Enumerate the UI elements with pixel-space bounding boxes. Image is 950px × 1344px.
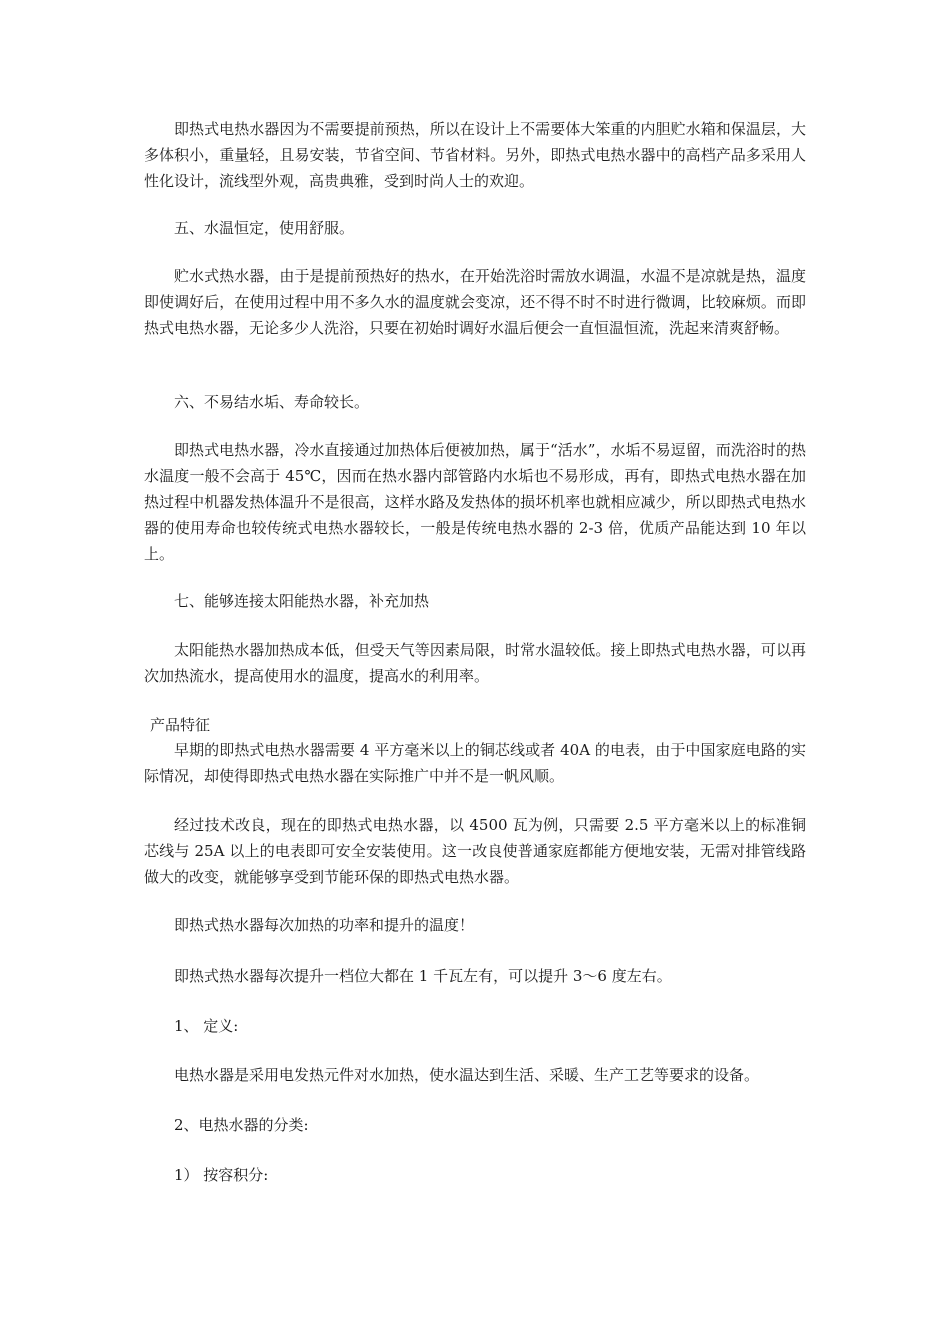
heading-section-five: 五、水温恒定，使用舒服。 xyxy=(174,219,355,237)
paragraph-solar-connection: 太阳能热水器加热成本低，但受天气等因素局限，时常水温较低。接上即热式电热水器，可以再次加热流水，提高使用水的温度，提高水的利用率。 xyxy=(144,641,806,685)
paragraph-technical-improvement: 经过技术改良，现在的即热式电热水器，以 4500 瓦为例，只需要 2.5 平方毫米以上的标准铜芯线与 25A 以上的电表即可安全安装使用。这一改良使普通家庭都能方便地安装，无需对排管线路做大的改变，就能够享受到节能环保的即热式电热水器。 xyxy=(144,816,806,886)
paragraph-definition: 电热水器是采用电发热元件对水加热，使水温达到生活、采暖、生产工艺等要求的设备。 xyxy=(174,1066,760,1084)
section-label-features: 产品特征 xyxy=(150,716,211,734)
paragraph-scale-longevity: 即热式电热水器，冷水直接通过加热体后便被加热，属于“活水”，水垢不易逗留，而洗浴时的热水温度一般不会高于 45℃，因而在热水器内部管路内水垢也不易形成，再有，即热式电热水器在加热过程中机器发热体温升不是很高，这样水路及发热体的损坏机率也就相应减少，所以即热式电热水器的使用寿命也较传统式电热水器较长，一般是传统电热水器的 2-3 倍，优质产品能达到 10 年以上。 xyxy=(144,441,806,563)
paragraph-early-requirements: 早期的即热式电热水器需要 4 平方毫米以上的铜芯线或者 40A 的电表，由于中国家庭电路的实际情况，却使得即热式电热水器在实际推广中并不是一帆风顺。 xyxy=(144,741,806,785)
paragraph-constant-temperature: 贮水式热水器，由于是提前预热好的热水，在开始洗浴时需放水调温，水温不是凉就是热，温度即使调好后，在使用过程中用不多久水的温度就会变凉，还不得不时不时进行微调，比较麻烦。而即热式电热水器，无论多少人洗浴，只要在初始时调好水温后便会一直恒温恒流，洗起来清爽舒畅。 xyxy=(144,267,806,337)
heading-classification: 2、电热水器的分类: xyxy=(174,1116,309,1134)
paragraph-compact-design: 即热式电热水器因为不需要提前预热，所以在设计上不需要体大笨重的内胆贮水箱和保温层，大多体积小，重量轻，且易安装，节省空间、节省材料。另外，即热式电热水器中的高档产品多采用人性化设计，流线型外观，高贵典雅，受到时尚人士的欢迎。 xyxy=(144,120,806,190)
heading-power-temperature: 即热式热水器每次加热的功率和提升的温度！ xyxy=(174,916,475,934)
paragraph-gear-increment: 即热式热水器每次提升一档位大都在 1 千瓦左有，可以提升 3～6 度左右。 xyxy=(174,967,672,985)
heading-section-six: 六、不易结水垢、寿命较长。 xyxy=(174,393,370,411)
heading-definition: 1、 定义: xyxy=(174,1017,239,1035)
heading-by-volume: 1） 按容积分: xyxy=(174,1166,269,1184)
heading-section-seven: 七、能够连接太阳能热水器，补充加热 xyxy=(174,592,430,610)
